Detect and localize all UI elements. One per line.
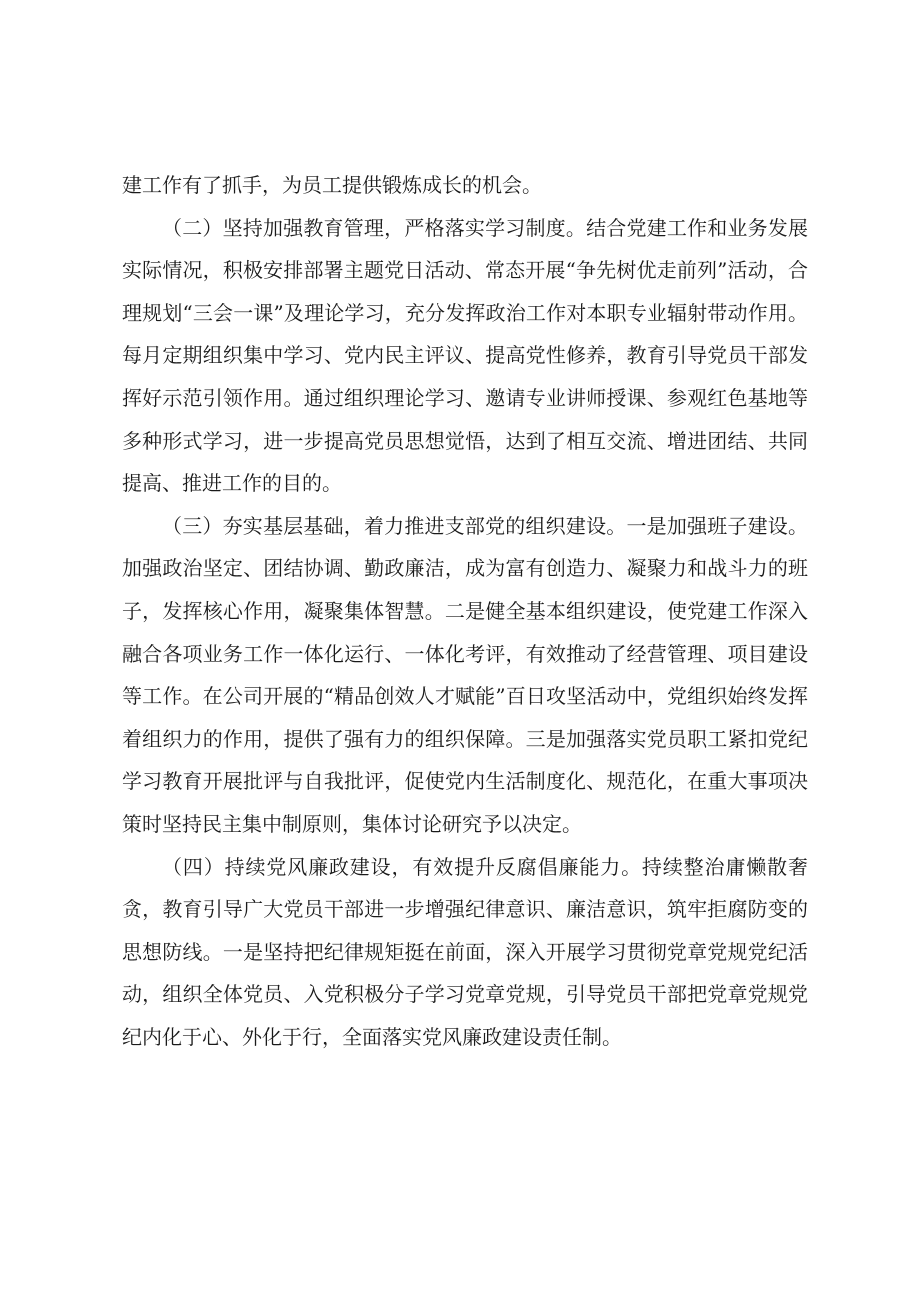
- document-body: [122, 164, 808, 1058]
- paragraph-education-management: （二）坚持加强教育管理，严格落实学习制度。结合党建工作和业务发展实际情况，积极安排部署主题党日活动、常态开展“争先树优走前列”活动，合理规划“三会一课”及理论学习，充分发挥政治工作对本职专业辐射带动作用。每月定期组织集中学习、党内民主评议、提高党性修养，教育引导党员干部发挥好示范引领作用。通过组织理论学习、邀请专业讲师授课、参观红色基地等多种形式学习，进一步提高党员思想觉悟，达到了相互交流、增进团结、共同提高、推进工作的目的。: [122, 215, 808, 496]
- paragraph-integrity-building: （四）持续党风廉政建设，有效提升反腐倡廉能力。持续整治庸懒散奢贪，教育引导广大党员干部进一步增强纪律意识、廉洁意识，筑牢拒腐防变的思想防线。一是坚持把纪律规矩挺在前面，深入开展学习贯彻党章党规党纪活动，组织全体党员、入党积极分子学习党章党规，引导党员干部把党章党规党纪内化于心、外化于行，全面落实党风廉政建设责任制。: [122, 854, 808, 1049]
- paragraph-continued: 建工作有了抓手，为员工提供锻炼成长的机会。: [122, 173, 542, 197]
- paragraph-organization-building: （三）夯实基层基础，着力推进支部党的组织建设。一是加强班子建设。加强政治坚定、团结协调、勤政廉洁，成为富有创造力、凝聚力和战斗力的班子，发挥核心作用，凝聚集体智慧。二是健全基本组织建设，使党建工作深入融合各项业务工作一体化运行、一体化考评，有效推动了经营管理、项目建设等工作。在公司开展的“精品创效人才赋能”百日攻坚活动中，党组织始终发挥着组织力的作用，提供了强有力的组织保障。三是加强落实党员职工紧扣党纪学习教育开展批评与自我批评，促使党内生活制度化、规范化，在重大事项决策时坚持民主集中制原则，集体讨论研究予以决定。: [122, 513, 808, 836]
